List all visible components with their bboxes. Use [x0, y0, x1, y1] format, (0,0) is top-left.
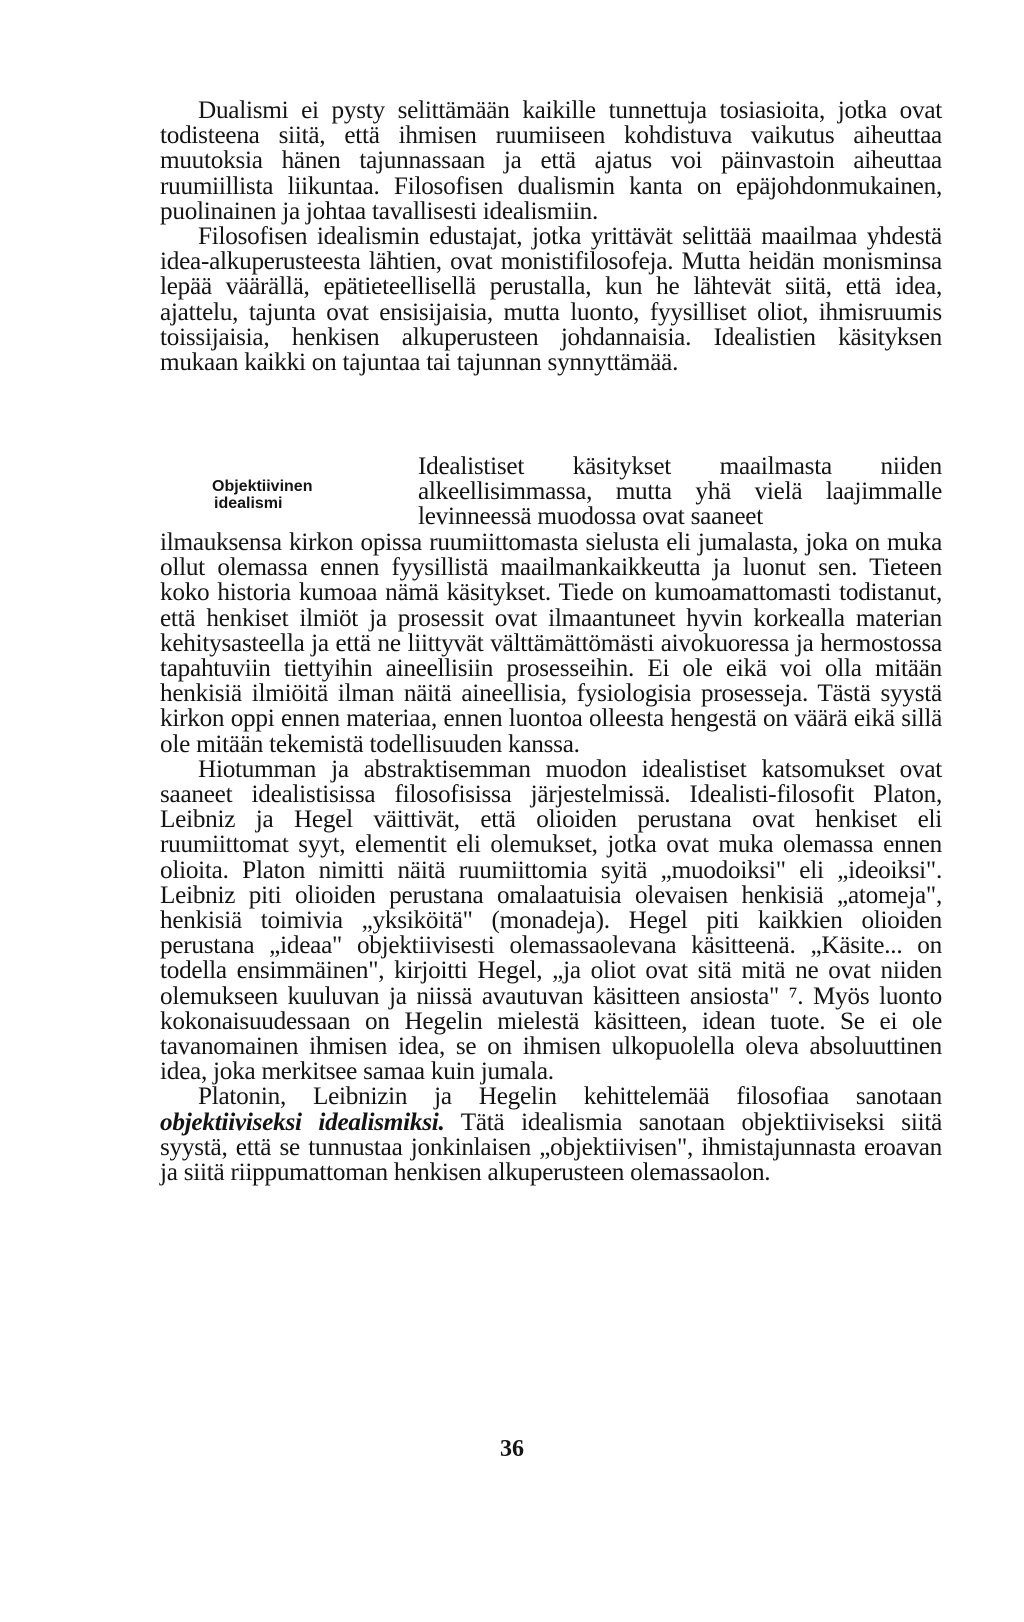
- marginal-heading-line2: idealismi: [214, 495, 283, 512]
- page-number: 36: [500, 1436, 524, 1462]
- paragraph-systems: Hiotumman ja abstraktisemman muodon idealistiset katsomukset ovat saaneet idealistisissa filosofisissa järjestelmissä. Idealisti-filosofit Platon, Leibniz ja Hegel väittivät, että olioiden perustana ovat henkiset eli ruumiittomat syyt, elementit eli olemukset, jotka ovat muka olemassa ennen olioita. Platon nimitti näitä ruumiittomia syitä „muodoiksi" eli „ideoiksi". Leibniz piti olioiden perustana omalaatuisia olevaisen henkisiä „atomeja", henkisiä toimivia „yksiköitä" (monadeja). Hegel piti kaikkien olioiden perustana „ideaa" objektiivisesti olemassaolevana käsitteenä. „Käsite... on todella ensimmäinen", kirjoitti Hegel, „ja oliot ovat sitä mitä ne ovat niiden olemukseen kuuluvan ja niissä avautuvan käsitteen ansiosta" ⁷. Myös luonto kokonaisuudessaan on Hegelin mielestä käsitteen, idean tuote. Se ei ole tavanomainen ihmisen idea, se on ihmisen ulkopuolella oleva absoluuttinen idea, joka merkitsee samaa kuin jumala.: [160, 755, 942, 1086]
- paragraph-idealism: Filosofisen idealismin edustajat, jotka yrittävät selittää maailmaa yhdestä idea-alkuperusteesta lähtien, ovat monistifilosofeja. Mutta heidän monisminsa lepää väärällä, epätieteellisellä perustalla, kun he lähtevät siitä, että idea, ajattelu, tajunta ovat ensisijaisia, mutta luonto, fyysilliset oliot, ihmisruumis toissijaisia, henkisen alkuperusteen johdannaisia. Idealistien käsityksen mukaan kaikki on tajuntaa tai tajunnan synnyttämää.: [160, 223, 942, 377]
- paragraph-church: ilmauksensa kirkon opissa ruumiittomasta sielusta eli jumalasta, joka on muka ollut olemassa ennen fyysillistä maailmankaikkeutta ja luonut sen. Tieteen koko historia kumoaa nämä käsitykset. Tiede on kumoamattomasti todistanut, että henkiset ilmiöt ja prosessit ovat ilmaantuneet hyvin korkealla materian kehitysasteella ja että ne liittyvät välttämättömästi aivokuoressa ja hermostossa tapahtuviin tiettyihin aineellisiin prosesseihin. Ei ole eikä voi olla mitään henkisiä ilmiöitä ilman näitä aineellisia, fysiologisia prosesseja. Tästä syystä kirkon oppi ennen materiaa, ennen luontoa olleesta hengestä on väärä eikä sillä ole mitään tekemistä todellisuuden kanssa.: [160, 529, 942, 758]
- last-paragraph-after: Tätä idealismia sanotaan objektiiviseksi siitä syystä, että se tunnustaa jonkinlaisen „objektiivisen", ihmistajunnasta eroavan ja siitä riippumattoman henkisen alkuperusteen olemassaolon.: [160, 1108, 942, 1187]
- inset-text: [418, 454, 942, 530]
- paragraph-dualism: Dualismi ei pysty selittämään kaikille tunnettuja tosiasioita, jotka ovat todisteena siitä, että ihmisen ruumiiseen kohdistuva vaikutus aiheuttaa muutoksia hänen tajunnassaan ja että ajatus voi päinvastoin aiheuttaa ruumiillista liikuntaa. Filosofisen dualismin kanta on epäjohdonmukainen, puolinainen ja johtaa tavallisesti idealismiin.: [160, 97, 942, 225]
- body-text-bottom: [160, 530, 942, 1185]
- marginal-heading: [212, 478, 312, 512]
- last-paragraph-before: Platonin, Leibnizin ja Hegelin kehittelemää filosofiaa sanotaan: [198, 1083, 942, 1111]
- paragraph-objective-idealism: [160, 1084, 942, 1185]
- marginal-heading-line1: Objektiivinen: [212, 478, 313, 495]
- paragraph-inset: Idealistiset käsitykset maailmasta niiden alkeellisimmassa, mutta yhä vielä laajimmalle levinneessä muodossa ovat saaneet: [418, 453, 942, 531]
- term-objective-idealism: objektiiviseksi idealismiksi.: [160, 1108, 445, 1136]
- body-text-top: [160, 98, 942, 375]
